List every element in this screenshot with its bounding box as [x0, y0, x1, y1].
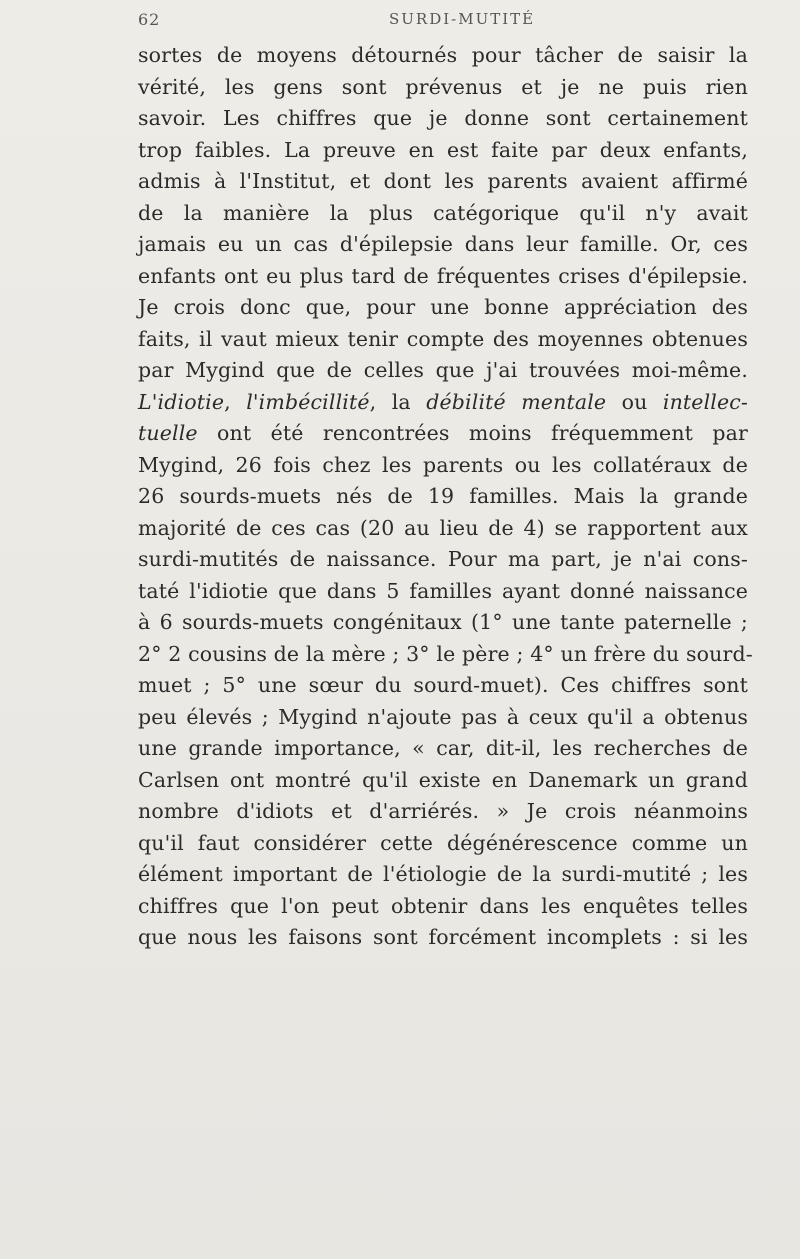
text-line: majorité de ces cas (20 au lieu de 4) se rapportent aux: [138, 515, 748, 540]
text-line: sortes de moyens détournés pour tâcher de saisir la: [138, 43, 748, 67]
text-line: Mygind, 26 fois chez les parents ou les collatéraux de: [138, 452, 748, 477]
text-line: de la manière la plus catégorique qu'il n'y avait: [138, 200, 748, 225]
text-line: Je crois donc que, pour une bonne appréciation des: [138, 295, 748, 319]
italic-term: débilité mentale: [426, 389, 607, 414]
text-fragment: , la: [369, 389, 427, 414]
text-line: vérité, les gens sont prévenus et je ne puis rien: [138, 74, 748, 99]
text-line: que nous les faisons sont forcément incomplets : si les: [138, 925, 748, 949]
italic-term: intellec-: [662, 389, 748, 414]
text-line: 2° 2 cousins de la mère ; 3° le père ; 4° un frère du sourd-: [138, 641, 753, 666]
text-line: enfants ont eu plus tard de fréquentes crises d'épilepsie.: [138, 263, 748, 288]
text-line: peu élevés ; Mygind n'ajoute pas à ceux qu'il a obtenus: [138, 704, 748, 729]
text-line: une grande importance, « car, dit-il, les recherches de: [138, 736, 748, 760]
text-line: faits, il vaut mieux tenir compte des moyennes obtenues: [138, 326, 748, 351]
page-number: 62: [138, 10, 161, 29]
text-fragment: ont été rencontrées moins fréquemment par: [197, 421, 748, 445]
text-line: admis à l'Institut, et dont les parents avaient affirmé: [138, 169, 748, 193]
italic-term: L'idiotie: [138, 389, 225, 414]
page-header: [138, 10, 738, 40]
italic-term: tuelle: [138, 421, 198, 445]
text-line: 26 sourds-muets nés de 19 familles. Mais la grande: [138, 484, 748, 508]
text-line: taté l'idiotie que dans 5 familles ayant donné naissance: [138, 578, 748, 603]
text-line: muet ; 5° une sœur du sourd-muet). Ces chiffres sont: [138, 673, 748, 697]
text-line-italic-terms: [138, 418, 748, 450]
body-text: [138, 40, 753, 954]
text-line: jamais eu un cas d'épilepsie dans leur famille. Or, ces: [138, 232, 748, 256]
text-line: par Mygind que de celles que j'ai trouvées moi-même.: [138, 358, 748, 382]
text-line: qu'il faut considérer cette dégénérescence comme un: [138, 830, 748, 855]
running-title: SURDI-MUTITÉ: [389, 10, 536, 28]
text-line: à 6 sourds-muets congénitaux (1° une tante paternelle ;: [138, 610, 748, 634]
text-line: savoir. Les chiffres que je donne sont certainement: [138, 106, 748, 130]
text-line-italic-terms: [138, 387, 748, 419]
text-line: nombre d'idiots et d'arriérés. » Je crois néanmoins: [138, 799, 748, 823]
italic-term: l'imbécillité: [246, 389, 370, 414]
text-line: chiffres que l'on peut obtenir dans les enquêtes telles: [138, 893, 748, 918]
text-fragment: ou: [606, 389, 663, 414]
text-line: Carlsen ont montré qu'il existe en Danemark un grand: [138, 767, 748, 792]
text-line: trop faibles. La preuve en est faite par deux enfants,: [138, 137, 748, 162]
text-fragment: ,: [224, 389, 247, 414]
text-line: élément important de l'étiologie de la surdi-mutité ; les: [138, 862, 748, 886]
text-line: surdi-mutités de naissance. Pour ma part, je n'ai cons-: [138, 547, 748, 571]
